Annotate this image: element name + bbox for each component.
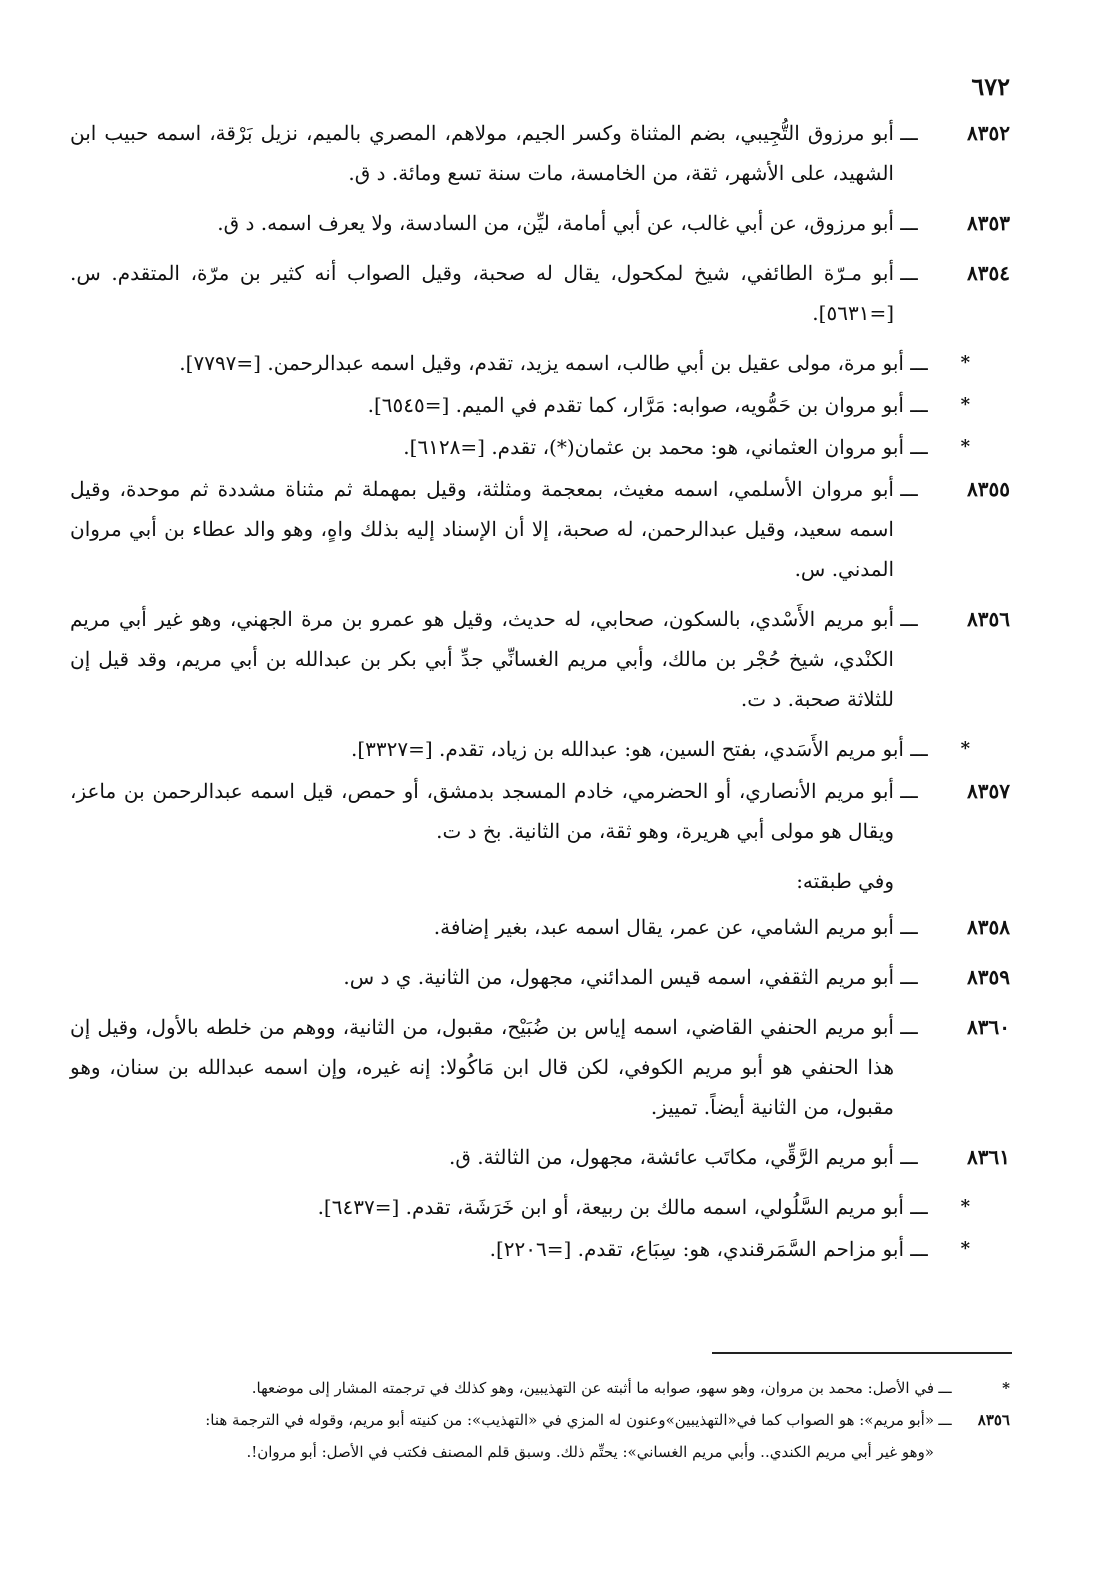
- cross-reference-row: [70, 427, 970, 467]
- entries-list: [70, 113, 1010, 1269]
- entry-row: [70, 957, 1010, 997]
- footnote-mark: ٨٣٥٦: [977, 1411, 1010, 1429]
- entry-dash: ـــ: [910, 1237, 928, 1261]
- entry-number: ٨٣٦٠: [967, 1015, 1010, 1039]
- entry-dash: ـــ: [900, 121, 918, 145]
- footnote-dash: ـــ: [938, 1411, 952, 1429]
- entry-dash: ـــ: [900, 779, 918, 803]
- entry-row: [70, 599, 1010, 719]
- star-mark: *: [960, 1238, 970, 1259]
- entry-row: [70, 1137, 1010, 1177]
- entry-number: ٨٣٥٤: [967, 261, 1010, 285]
- entry-dash: ـــ: [900, 965, 918, 989]
- entry-number: ٨٣٥٦: [967, 607, 1010, 631]
- star-mark: *: [960, 394, 970, 415]
- entry-text: أبو مـرّة الطائفي، شيخ لمكحول، يقال له صحبة، وقيل الصواب أنه كثير بن مرّة، المتقدم. س. [=٥٦٣١].: [70, 261, 894, 325]
- entry-text: أبو مزاحم السَّمَرقندي، هو: سِبَاع، تقدم. [=٢٢٠٦].: [489, 1237, 904, 1261]
- entry-text: أبو مريم الأنصاري، أو الحضرمي، خادم المسجد بدمشق، أو حمص، قيل اسمه عبدالرحمن بن ماعز، ويقال هو مولى أبي هريرة، وهو ثقة، من الثانية. بخ د ت.: [70, 779, 894, 843]
- entry-dash: ـــ: [900, 477, 918, 501]
- entry-row: [70, 203, 1010, 243]
- star-mark: *: [960, 352, 970, 373]
- entry-dash: ـــ: [900, 211, 918, 235]
- cross-reference-row: [70, 1229, 970, 1269]
- entry-number: ٨٣٥٣: [967, 211, 1010, 235]
- footnote-text: في الأصل: محمد بن مروان، وهو سهو، صوابه ما أثبته عن التهذيبين، وهو كذلك في ترجمته المشار إلى موضعها.: [251, 1379, 934, 1397]
- entry-dash: ـــ: [900, 1145, 918, 1169]
- entry-dash: ـــ: [900, 1015, 918, 1039]
- footnote-continuation: «وهو غير أبي مريم الكندي.. وأبي مريم الغساني»: يحتِّم ذلك. وسبق قلم المصنف فكتب في الأصل: أبو مروان!.: [246, 1443, 934, 1461]
- entry-text: أبو مريم الثقفي، اسمه قيس المدائني، مجهول، من الثانية. ي د س.: [343, 965, 894, 989]
- entry-text: أبو مريم الرَّقِّي، مكاتَب عائشة، مجهول، من الثالثة. ق.: [449, 1145, 894, 1169]
- entry-row: [70, 113, 1010, 193]
- entry-dash: ـــ: [910, 737, 928, 761]
- entry-text: أبو مروان العثماني، هو: محمد بن عثمان(*)، تقدم. [=٦١٢٨].: [403, 435, 904, 459]
- entry-text: أبو مريم الشامي، عن عمر، يقال اسمه عبد، بغير إضافة.: [433, 915, 894, 939]
- cross-reference-row: [70, 343, 970, 383]
- star-mark: *: [960, 1196, 970, 1217]
- entry-dash: ـــ: [910, 393, 928, 417]
- footnote-divider: [712, 1352, 1012, 1354]
- cross-reference-row: [70, 385, 970, 425]
- entry-row: [70, 771, 1010, 851]
- entry-text: أبو مرة، مولى عقيل بن أبي طالب، اسمه يزيد، تقدم، وقيل اسمه عبدالرحمن. [=٧٧٩٧].: [179, 351, 904, 375]
- entry-dash: ـــ: [910, 351, 928, 375]
- footnote-list: [90, 1372, 1010, 1436]
- entry-text: أبو مروان بن حَمُّويه، صوابه: مَرَّار، كما تقدم في الميم. [=٦٥٤٥].: [367, 393, 904, 417]
- entry-text: أبو مريم الأَسَدي، بفتح السين، هو: عبدالله بن زياد، تقدم. [=٣٣٢٧].: [351, 737, 904, 761]
- entry-dash: ـــ: [910, 435, 928, 459]
- entry-dash: ـــ: [900, 915, 918, 939]
- star-mark: *: [960, 436, 970, 457]
- section-heading: وفي طبقته:: [796, 869, 894, 893]
- entry-dash: ـــ: [900, 607, 918, 631]
- footnote: [90, 1372, 1010, 1404]
- footnote-dash: ـــ: [938, 1379, 952, 1397]
- entry-text: أبو مرزوق التُّجِيبي، بضم المثناة وكسر الجيم، مولاهم، المصري بالميم، نزيل بَرْقة، اسمه حبيب ابن الشهيد، على الأشهر، ثقة، من الخامسة، مات سنة تسع ومائة. د ق.: [70, 121, 894, 185]
- entry-number: ٨٣٥٨: [967, 915, 1010, 939]
- footnote-text: «أبو مريم»: هو الصواب كما في«التهذيبين»وعنون له المزي في «التهذيب»: من كنيته أبو مريم، وقوله في الترجمة هنا:: [205, 1411, 934, 1429]
- entry-number: ٨٣٥٩: [967, 965, 1010, 989]
- entry-text: أبو مروان الأسلمي، اسمه مغيث، بمعجمة ومثلثة، وقيل بمهملة ثم مثناة مشددة ثم موحدة، وقيل اسمه سعيد، وقيل عبدالرحمن، له صحبة، إلا أن الإسناد إليه بذلك واهٍ، وهو والد عطاء بن أبي مروان المدني. س.: [70, 477, 894, 581]
- entry-number: ٨٣٥٧: [967, 779, 1010, 803]
- entry-text: أبو مرزوق، عن أبي غالب، عن أبي أمامة، ليِّن، من السادسة، ولا يعرف اسمه. د ق.: [217, 211, 894, 235]
- footnotes: [90, 1372, 1010, 1468]
- entry-text: أبو مريم السَّلُولي، اسمه مالك بن ربيعة، أو ابن خَرَشَة، تقدم. [=٦٤٣٧].: [317, 1195, 904, 1219]
- entry-row: [70, 253, 1010, 333]
- entry-number: ٨٣٦١: [967, 1145, 1010, 1169]
- entry-row: [70, 469, 1010, 589]
- footnote-mark: *: [1002, 1379, 1010, 1397]
- page: [70, 72, 1010, 1271]
- star-mark: *: [960, 738, 970, 759]
- entry-dash: ـــ: [910, 1195, 928, 1219]
- entry-row: [70, 1007, 1010, 1127]
- footnote: [90, 1404, 1010, 1436]
- entry-text: أبو مريم الأَسْدي، بالسكون، صحابي، له حديث، وقيل هو عمرو بن مرة الجهني، وهو غير أبي مريم الكنْدي، شيخ حُجْر بن مالك، وأبي مريم الغسانِّي جدِّ أبي بكر بن عبدالله بن أبي مريم، وقد قيل إن للثلاثة صحبة. د ت.: [70, 607, 894, 711]
- entry-number: ٨٣٥٥: [967, 477, 1010, 501]
- cross-reference-row: [70, 729, 970, 769]
- cross-reference-row: [70, 1187, 970, 1227]
- entry-row: [70, 907, 1010, 947]
- entry-dash: ـــ: [900, 261, 918, 285]
- entry-number: ٨٣٥٢: [967, 121, 1010, 145]
- entry-text: أبو مريم الحنفي القاضي، اسمه إياس بن ضُبَيْح، مقبول، من الثانية، ووهم من خلطه بالأول، وقيل إن هذا الحنفي هو أبو مريم الكوفي، لكن قال ابن مَاكُولا: إنه غيره، وإن اسمه عبدالله بن سنان، وهو مقبول، من الثانية أيضاً. تمييز.: [70, 1015, 894, 1119]
- page-number: ٦٧٢: [971, 72, 1010, 101]
